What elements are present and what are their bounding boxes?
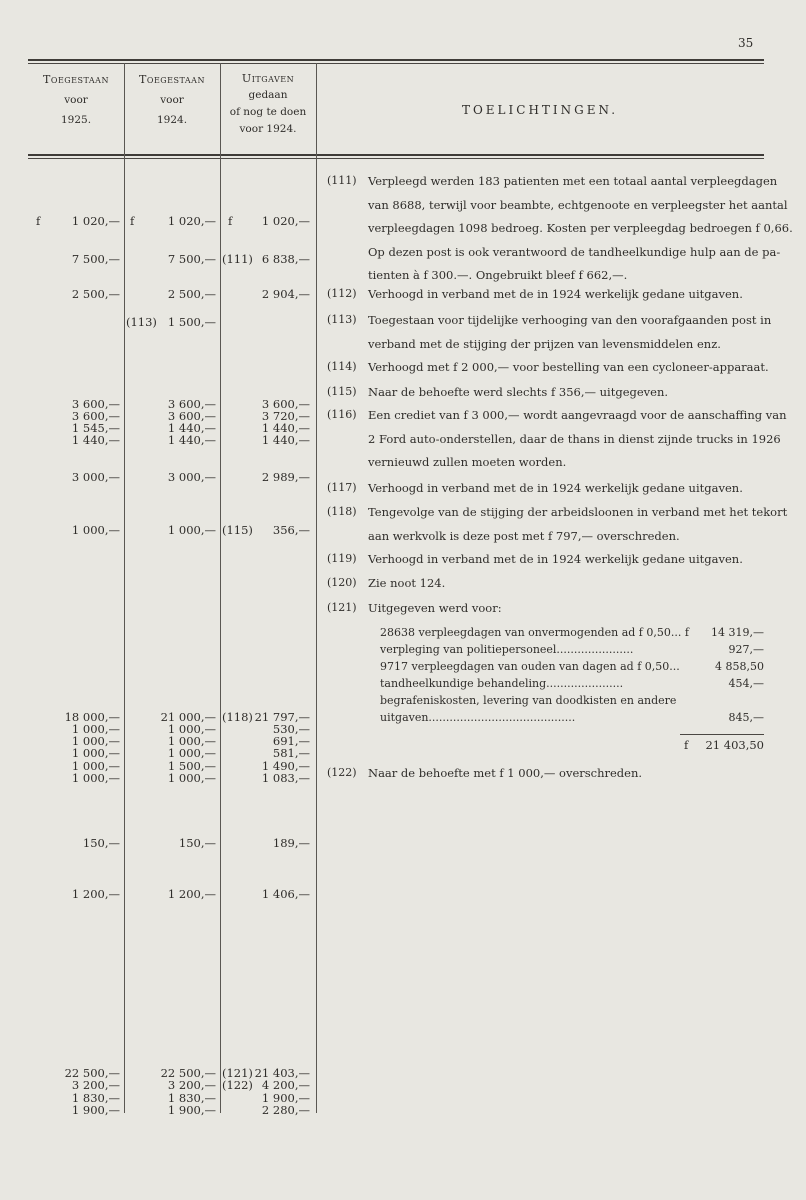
amount-c2: 1 500,— [167, 759, 216, 773]
note-reference: (121) [222, 1066, 253, 1080]
amount-c1: 1 000,— [71, 771, 120, 785]
note-line: Verhoogd in verband met de in 1924 werkelijk gedane uitgaven. [368, 552, 743, 566]
header-rule-thin [28, 158, 764, 159]
amount-c2: 1 000,— [167, 523, 216, 537]
amount-c1: 1 900,— [71, 1103, 120, 1117]
note-number: (115) [327, 385, 357, 398]
note-number: (122) [327, 766, 357, 779]
currency-prefix: f [228, 214, 233, 228]
top-rule-thin [28, 63, 764, 64]
breakdown-amount: 454,— [728, 677, 764, 690]
currency-prefix: f [36, 214, 41, 228]
note-number: (111) [327, 174, 357, 187]
note-number: (120) [327, 576, 357, 589]
amount-c1: 3 200,— [71, 1078, 120, 1092]
amount-c1: 7 500,— [71, 252, 120, 266]
amount-c1: 1 000,— [71, 734, 120, 748]
breakdown-total: 21 403,50 [705, 738, 764, 752]
note-line: Verhoogd in verband met de in 1924 werkelijk gedane uitgaven. [368, 287, 743, 301]
header-rule [28, 154, 764, 156]
amount-c3: 4 200,— [261, 1078, 310, 1092]
amount-c2: 3 000,— [167, 470, 216, 484]
amount-c1: 1 020,— [71, 214, 120, 228]
amount-c1: 1 200,— [71, 887, 120, 901]
note-reference: (122) [222, 1078, 253, 1092]
amount-c3: 21 797,— [254, 710, 310, 724]
note-line: Naar de behoefte werd slechts f 356,— uitgegeven. [368, 385, 669, 399]
breakdown-label: begrafeniskosten, levering van doodkisten en andere [380, 694, 677, 707]
amount-c1: 22 500,— [64, 1066, 120, 1080]
amount-c3: 1 406,— [261, 887, 310, 901]
note-line: van 8688, terwijl voor beambte, echtgenoote en verpleegster het aantal [368, 197, 788, 212]
note-reference: (111) [222, 252, 253, 266]
amount-c2: 22 500,— [160, 1066, 216, 1080]
amount-c2: 3 200,— [167, 1078, 216, 1092]
note-line: Uitgegeven werd voor: [368, 601, 502, 615]
amount-c3: 691,— [272, 734, 310, 748]
note-reference: (113) [126, 315, 157, 329]
amount-c2: 21 000,— [160, 710, 216, 724]
page-number: 35 [738, 36, 754, 50]
note-line: tienten à f 300.—. Ongebruikt bleef f 662,—. [368, 268, 628, 282]
breakdown-label: 28638 verpleegdagen van onvermogenden ad f 0,50... f [380, 626, 689, 639]
amount-c2: 1 000,— [167, 746, 216, 760]
breakdown-amount: 845,— [728, 711, 764, 724]
amount-c3: 189,— [272, 836, 310, 850]
amount-c3: 1 083,— [261, 771, 310, 785]
note-line: verband met de stijging der prijzen van levensmiddelen enz. [368, 336, 721, 351]
note-number: (119) [327, 552, 357, 565]
amount-c3: 21 403,— [254, 1066, 310, 1080]
header-col-1924: Toegestaan voor 1924. [139, 73, 205, 126]
amount-c1: 18 000,— [64, 710, 120, 724]
currency-prefix: f [130, 214, 135, 228]
note-number: (118) [327, 505, 357, 518]
amount-c3: 3 600,— [261, 397, 310, 411]
note-reference: (115) [222, 523, 253, 537]
column-rule-1 [124, 63, 125, 1113]
note-number: (112) [327, 287, 357, 300]
amount-c2: 1 830,— [167, 1091, 216, 1105]
note-reference: (118) [222, 710, 253, 724]
breakdown-amount: 14 319,— [711, 626, 764, 639]
note-line: Op dezen post is ook verantwoord de tandheelkundige hulp aan de pa- [368, 244, 781, 259]
column-rule-3 [316, 63, 317, 1113]
breakdown-label: 9717 verpleegdagen van ouden van dagen ad f 0,50... [380, 660, 680, 673]
header-col-uitgaven: Uitgaven gedaan of nog te doen voor 1924. [229, 72, 307, 135]
note-line: 2 Ford auto-onderstellen, daar de thans in dienst zijnde trucks in 1926 [368, 431, 781, 446]
note-line: aan werkvolk is deze post met f 797,— overschreden. [368, 528, 680, 543]
header-col-1925: Toegestaan voor 1925. [43, 73, 109, 126]
note-number: (117) [327, 481, 357, 494]
note-number: (121) [327, 601, 357, 614]
note-line: Tengevolge van de stijging der arbeidsloonen in verband met het tekort [368, 505, 788, 519]
amount-c2: 1 500,— [167, 315, 216, 329]
amount-c2: 1 000,— [167, 734, 216, 748]
amount-c1: 1 000,— [71, 523, 120, 537]
amount-c3: 1 440,— [261, 433, 310, 447]
amount-c1: 3 000,— [71, 470, 120, 484]
amount-c1: 3 600,— [71, 397, 120, 411]
amount-c3: 6 838,— [261, 252, 310, 266]
amount-c1: 1 830,— [71, 1091, 120, 1105]
breakdown-total-prefix: f [684, 738, 689, 752]
note-number: (113) [327, 313, 357, 326]
amount-c1: 2 500,— [71, 287, 120, 301]
amount-c3: 3 720,— [261, 409, 310, 423]
amount-c1: 3 600,— [71, 409, 120, 423]
note-line: Verhoogd in verband met de in 1924 werkelijk gedane uitgaven. [368, 481, 743, 495]
header-toelichtingen: TOELICHTINGEN. [461, 103, 619, 117]
column-rule-2 [220, 63, 221, 1113]
top-rule [28, 59, 764, 61]
breakdown-amount: 4 858,50 [715, 660, 764, 673]
note-number: (114) [327, 360, 357, 373]
amount-c2: 150,— [178, 836, 216, 850]
amount-c3: 581,— [272, 746, 310, 760]
amount-c2: 3 600,— [167, 397, 216, 411]
amount-c3: 2 904,— [261, 287, 310, 301]
amount-c3: 356,— [272, 523, 310, 537]
note-line: verpleegdagen 1098 bedroeg. Kosten per verpleegdag bedroegen f 0,66. [368, 221, 793, 235]
amount-c1: 1 000,— [71, 722, 120, 736]
amount-c3: 2 989,— [261, 470, 310, 484]
amount-c1: 1 440,— [71, 433, 120, 447]
note-line: Zie noot 124. [368, 576, 446, 590]
amount-c2: 2 500,— [167, 287, 216, 301]
amount-c1: 1 545,— [71, 421, 120, 435]
note-line: vernieuwd zullen moeten worden. [368, 455, 567, 469]
amount-c3: 530,— [272, 722, 310, 736]
amount-c2: 3 600,— [167, 409, 216, 423]
amount-c2: 1 000,— [167, 722, 216, 736]
amount-c3: 1 900,— [261, 1091, 310, 1105]
amount-c2: 1 440,— [167, 433, 216, 447]
amount-c1: 150,— [82, 836, 120, 850]
amount-c3: 2 280,— [261, 1103, 310, 1117]
note-line: Naar de behoefte met f 1 000,— overschreden. [368, 766, 643, 780]
amount-c1: 1 000,— [71, 746, 120, 760]
note-line: Toegestaan voor tijdelijke verhooging van den voorafgaanden post in [368, 313, 772, 327]
breakdown-label: uitgaven.......................................... [380, 711, 576, 724]
note-number: (116) [327, 408, 357, 421]
note-line: Verpleegd werden 183 patienten met een totaal aantal verpleegdagen [368, 174, 778, 188]
amount-c2: 1 200,— [167, 887, 216, 901]
amount-c3: 1 020,— [261, 214, 310, 228]
amount-c2: 1 020,— [167, 214, 216, 228]
amount-c1: 1 000,— [71, 759, 120, 773]
breakdown-amount: 927,— [728, 643, 764, 656]
breakdown-label: tandheelkundige behandeling...................... [380, 677, 624, 690]
note-line: Verhoogd met f 2 000,— voor bestelling van een cycloneer-apparaat. [368, 360, 769, 374]
breakdown-total-rule [680, 734, 764, 735]
amount-c2: 1 900,— [167, 1103, 216, 1117]
amount-c3: 1 490,— [261, 759, 310, 773]
amount-c3: 1 440,— [261, 421, 310, 435]
amount-c2: 1 440,— [167, 421, 216, 435]
breakdown-label: verpleging van politiepersoneel...................... [380, 643, 634, 656]
note-line: Een crediet van f 3 000,— wordt aangevraagd voor de aanschaffing van [368, 408, 787, 422]
amount-c2: 7 500,— [167, 252, 216, 266]
amount-c2: 1 000,— [167, 771, 216, 785]
